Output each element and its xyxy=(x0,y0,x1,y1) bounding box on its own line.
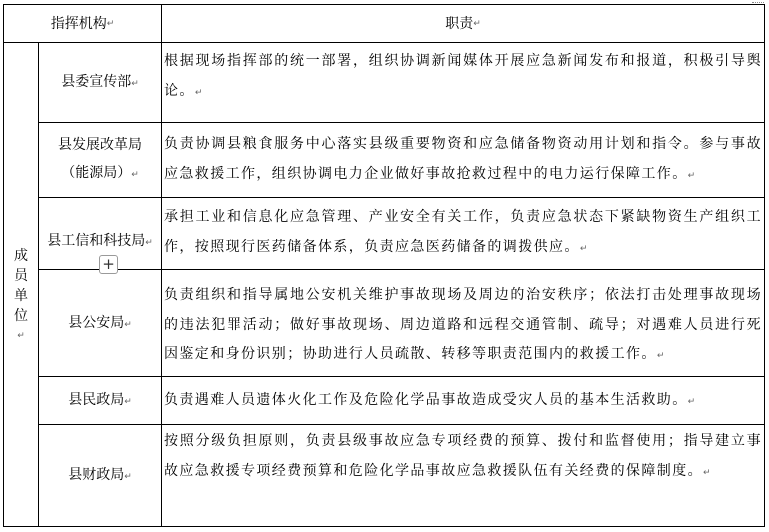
add-row-button[interactable]: + xyxy=(99,255,118,274)
header-org xyxy=(4,5,161,42)
paragraph-mark: ↵ xyxy=(145,238,153,248)
org-name-suffix: （能源局） xyxy=(61,165,132,181)
duty-text: 根据现场指挥部的统一部署，组织协调新闻媒体开展应急新闻发布和报道，积极引导舆论。↵ xyxy=(164,53,762,99)
paragraph-mark: ↵ xyxy=(124,320,132,330)
duty-text: 承担工业和信息化应急管理、产业安全有关工作，负责应急状态下紧缺物资生产组织工作，按照现行医药储备体系，负责应急医药储备的调拨供应。↵ xyxy=(164,209,762,255)
duty-text: 负责协调县粮食服务中心落实县级重要物资和应急储备物资动用计划和指令。参与事故应急救援工作，组织协调电力企业做好事故抢救过程中的电力运行保障工作。↵ xyxy=(164,136,762,182)
org-name: 县财政局 xyxy=(68,466,125,483)
org-name: 县民政局 xyxy=(68,391,125,408)
org-name: 县公安局 xyxy=(68,315,125,331)
org-column-rule xyxy=(161,4,162,527)
org-name: 县发展改革局 xyxy=(58,137,142,153)
org-name: 县委宣传部 xyxy=(61,73,132,90)
org-name: 县工信和科技局 xyxy=(47,233,146,249)
table-border-left xyxy=(3,4,4,527)
paragraph-mark: ↵ xyxy=(106,18,115,29)
org-cell xyxy=(39,123,161,197)
paragraph-mark: ↵ xyxy=(194,87,203,98)
table-border-bottom xyxy=(3,526,765,527)
org-cell xyxy=(39,377,161,424)
header-duty xyxy=(162,5,764,42)
paragraph-mark: ↵ xyxy=(703,467,711,478)
org-cell xyxy=(39,43,161,122)
org-cell xyxy=(39,425,161,526)
header-duty-label: 职责 xyxy=(445,15,474,32)
group-label: 成 员 单 位 ↵ xyxy=(13,246,29,346)
duty-text: 按照分级负担原则，负责县级事故应急专项经费的预算、拨付和监督使用；指导建立事故应急救援专项经费预算和危险化学品事故应急救援队伍有关经费的保障制度。↵ xyxy=(164,433,762,479)
paragraph-mark: ↵ xyxy=(579,243,588,254)
paragraph-mark: ↵ xyxy=(124,396,132,407)
paragraph-mark: ↵ xyxy=(131,170,139,180)
paragraph-mark: ↵ xyxy=(131,78,139,89)
paragraph-mark: ↵ xyxy=(656,351,665,361)
paragraph-mark: ↵ xyxy=(687,397,696,407)
duty-text: 负责组织和指导属地公安机关维护事故现场及周边的治安秩序；依法打击处理事故现场的违法犯罪活动；做好事故现场、周边道路和远程交通管制、疏导；对遇难人员进行死因鉴定和身份识别；协助进行人员疏散、转移等职责范围内的救援工作。↵ xyxy=(164,287,762,362)
table-border-right xyxy=(764,4,765,527)
header-org-label: 指挥机构 xyxy=(50,15,107,32)
duty-text: 负责遇难人员遗体火化工作及危险化学品事故造成受灾人员的基本生活救助。↵ xyxy=(164,392,696,408)
paragraph-mark: ↵ xyxy=(687,170,696,181)
org-cell xyxy=(39,270,161,376)
paragraph-mark: ↵ xyxy=(17,331,25,341)
paragraph-mark: ↵ xyxy=(124,471,132,482)
paragraph-mark: ↵ xyxy=(473,18,481,29)
